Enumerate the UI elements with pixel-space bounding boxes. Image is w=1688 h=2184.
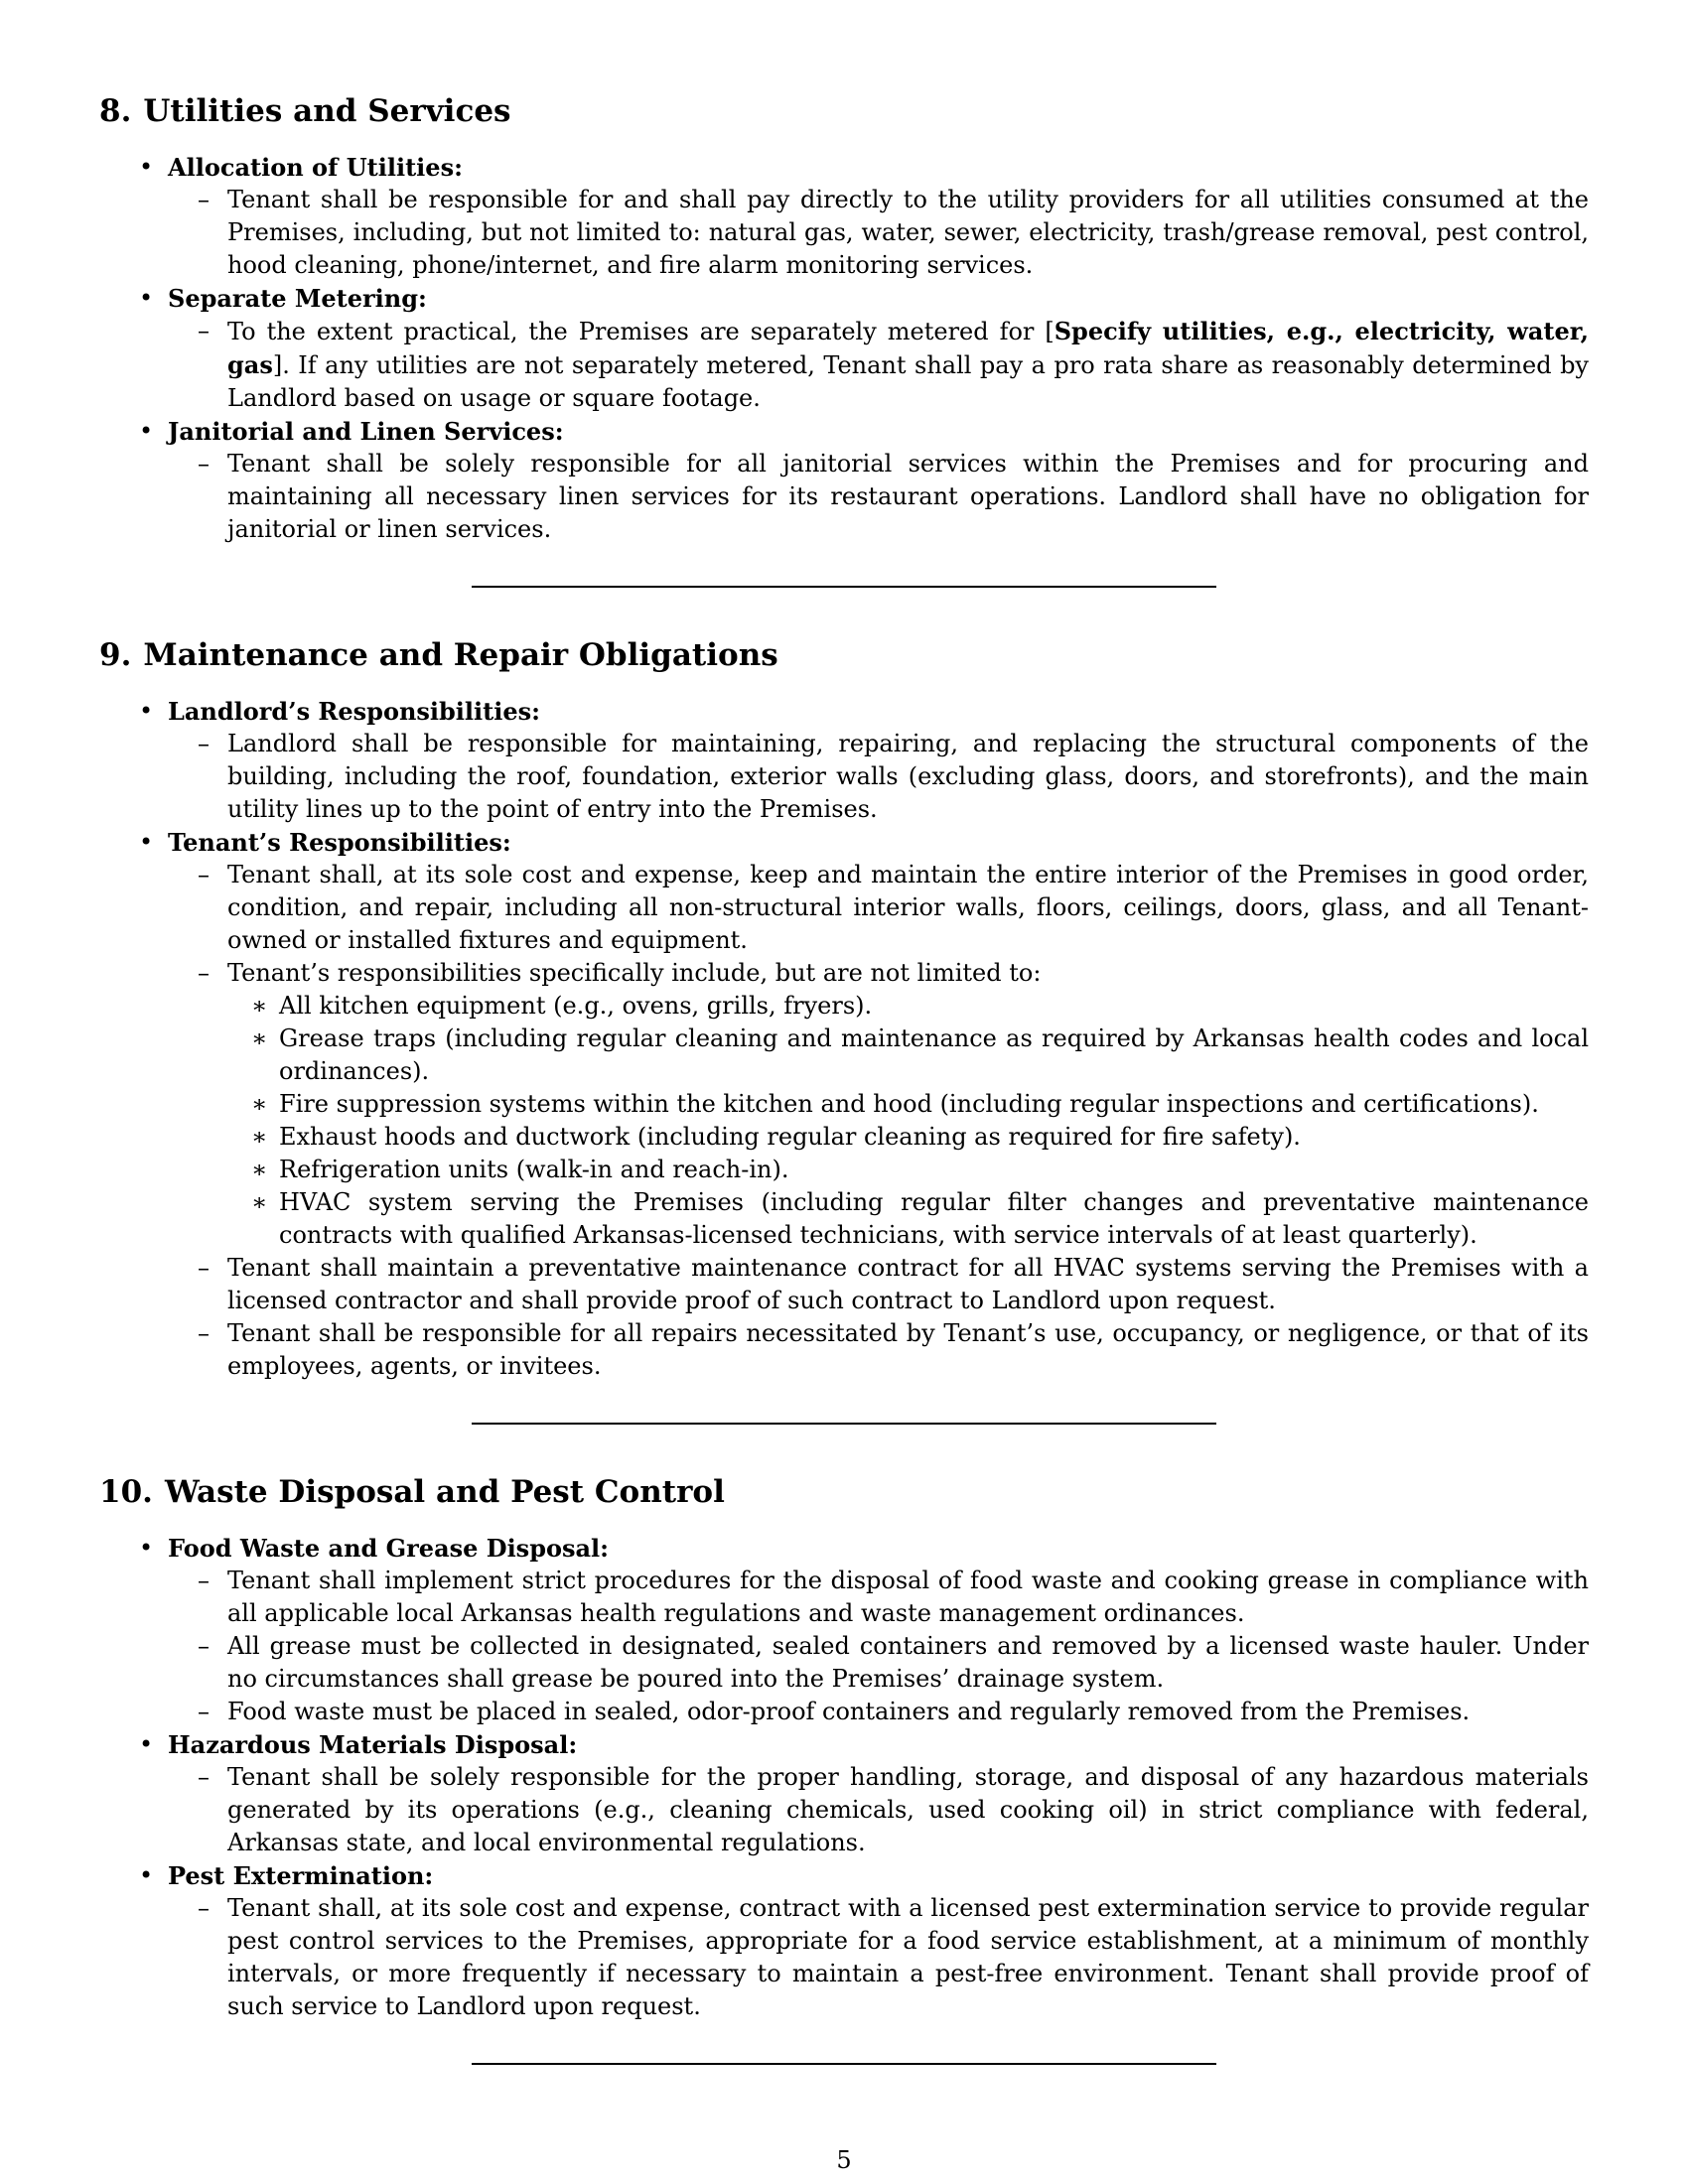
item-label: • Allocation of Utilities: <box>168 153 463 182</box>
list-item <box>99 1728 1589 1859</box>
sub-item: – Tenant shall maintain a preventative maintenance contract for all HVAC systems serving the Premises with a licensed contractor and shall provide proof of such contract to Landlord upon request. <box>168 1252 1589 1317</box>
sub-item: – All grease must be collected in designated, sealed containers and removed by a licensed waste hauler. Under no circumstances shall grease be poured into the Premises’ drainage system. <box>168 1630 1589 1696</box>
sub-item: – To the extent practical, the Premises are separately metered for [Specify utilities, e.g., electricity, water, gas]. If any utilities are not separately metered, Tenant shall pay a pro rata share as reasonably determined by Landlord based on usage or square footage. <box>168 315 1589 415</box>
section-number: 8. <box>99 93 132 129</box>
section-heading <box>99 1472 1589 1512</box>
section-divider <box>472 586 1216 588</box>
list-item <box>99 695 1589 826</box>
sub-item: – Tenant shall, at its sole cost and expense, keep and maintain the entire interior of the Premises in good order, condition, and repair, including all non-structural interior walls, floors, ceilings, doors, glass, and all Tenant-owned or installed fixtures and equipment. <box>168 859 1589 957</box>
sub-item: – Tenant shall be responsible for all repairs necessitated by Tenant’s use, occupancy, or negligence, or that of its employees, agents, or invitees. <box>168 1317 1589 1383</box>
sub-item: – Tenant shall be solely responsible for all janitorial services within the Premises and for procuring and maintaining all necessary linen services for its restaurant operations. Landlord shall have no obligation for janitorial or linen services. <box>168 448 1589 546</box>
section-number: 9. <box>99 637 132 673</box>
list-item <box>99 415 1589 546</box>
sub-item: – Landlord shall be responsible for maintaining, repairing, and replacing the structural components of the building, including the roof, foundation, exterior walls (excluding glass, doors, and storefronts), and the main utility lines up to the point of entry into the Premises. <box>168 728 1589 826</box>
sub-item: – Tenant shall, at its sole cost and expense, contract with a licensed pest extermination service to provide regular pest control services to the Premises, appropriate for a food service establishment, at a minimum of monthly intervals, or more frequently if necessary to maintain a pest-free environment. Tenant shall provide proof of such service to Landlord upon request. <box>168 1892 1589 2023</box>
item-label: • Landlord’s Responsibilities: <box>168 697 540 726</box>
nested-item: ∗ Grease traps (including regular cleaning and maintenance as required by Arkansas health codes and local ordinances). <box>227 1023 1589 1088</box>
placeholder-text: Specify utilities, e.g., electricity, water, gas <box>227 317 1589 379</box>
section-items <box>99 1532 1589 2023</box>
section-heading <box>99 91 1589 131</box>
nested-item: ∗ Fire suppression systems within the kitchen and hood (including regular inspections and certifications). <box>227 1088 1589 1121</box>
section-10 <box>99 1472 1589 2065</box>
sub-item: – Tenant shall be solely responsible for the proper handling, storage, and disposal of any hazardous materials generated by its operations (e.g., cleaning chemicals, used cooking oil) in strict compliance with federal, Arkansas state, and local environmental regulations. <box>168 1761 1589 1859</box>
nested-item: ∗ All kitchen equipment (e.g., ovens, grills, fryers). <box>227 990 1589 1023</box>
document-page <box>99 91 1589 2065</box>
item-label: • Separate Metering: <box>168 284 427 313</box>
item-label: • Pest Extermination: <box>168 1861 434 1890</box>
sub-item: – Tenant shall implement strict procedures for the disposal of food waste and cooking grease in compliance with all applicable local Arkansas health regulations and waste management ordinances. <box>168 1565 1589 1630</box>
nested-item: ∗ HVAC system serving the Premises (including regular filter changes and preventative maintenance contracts with qualified Arkansas-licensed technicians, with service intervals of at least quarterly). <box>227 1186 1589 1252</box>
list-item <box>99 1859 1589 2023</box>
section-items <box>99 695 1589 1383</box>
list-item <box>99 1532 1589 1728</box>
section-title: Waste Disposal and Pest Control <box>164 1474 725 1510</box>
nested-item: ∗ Exhaust hoods and ductwork (including regular cleaning as required for fire safety). <box>227 1121 1589 1154</box>
sub-item: – Tenant’s responsibilities specifically include, but are not limited to: ∗ All kitchen equipment (e.g., ovens, grills, fryers). ∗ Grease traps (including regular cleaning and maintenance as required by Arkansas health codes and local ordinances). ∗ Fire suppression systems within the kitchen and hood (including regular inspections and certifications). ∗ Exhaust hoods and ductwork (including regular cleaning as required for fire safety). ∗ Refrigeration units (walk-in and reach-in). ∗ HVAC system serving the Premises (including regular filter changes and preventative maintenance contracts with qualified Arkansas-licensed technicians, with service intervals of at least quarterly). <box>168 957 1589 1252</box>
section-8 <box>99 91 1589 588</box>
section-title: Utilities and Services <box>143 93 511 129</box>
sub-item: – Food waste must be placed in sealed, odor-proof containers and regularly removed from the Premises. <box>168 1696 1589 1728</box>
section-title: Maintenance and Repair Obligations <box>143 637 778 673</box>
section-number: 10. <box>99 1474 153 1510</box>
section-items <box>99 151 1589 546</box>
item-label: • Hazardous Materials Disposal: <box>168 1730 578 1759</box>
section-heading <box>99 635 1589 675</box>
list-item <box>99 282 1589 415</box>
list-item <box>99 151 1589 282</box>
list-item <box>99 826 1589 1383</box>
section-9 <box>99 635 1589 1425</box>
section-divider <box>472 1423 1216 1425</box>
item-label: • Janitorial and Linen Services: <box>168 417 564 446</box>
nested-item: ∗ Refrigeration units (walk-in and reach-in). <box>227 1154 1589 1186</box>
sub-item: – Tenant shall be responsible for and shall pay directly to the utility providers for all utilities consumed at the Premises, including, but not limited to: natural gas, water, sewer, electricity, trash/grease removal, pest control, hood cleaning, phone/internet, and fire alarm monitoring services. <box>168 184 1589 282</box>
item-label: • Food Waste and Grease Disposal: <box>168 1534 610 1563</box>
nested-list <box>227 990 1589 1252</box>
item-label: • Tenant’s Responsibilities: <box>168 828 511 857</box>
section-divider <box>472 2063 1216 2065</box>
page-number: 5 <box>836 2146 852 2174</box>
